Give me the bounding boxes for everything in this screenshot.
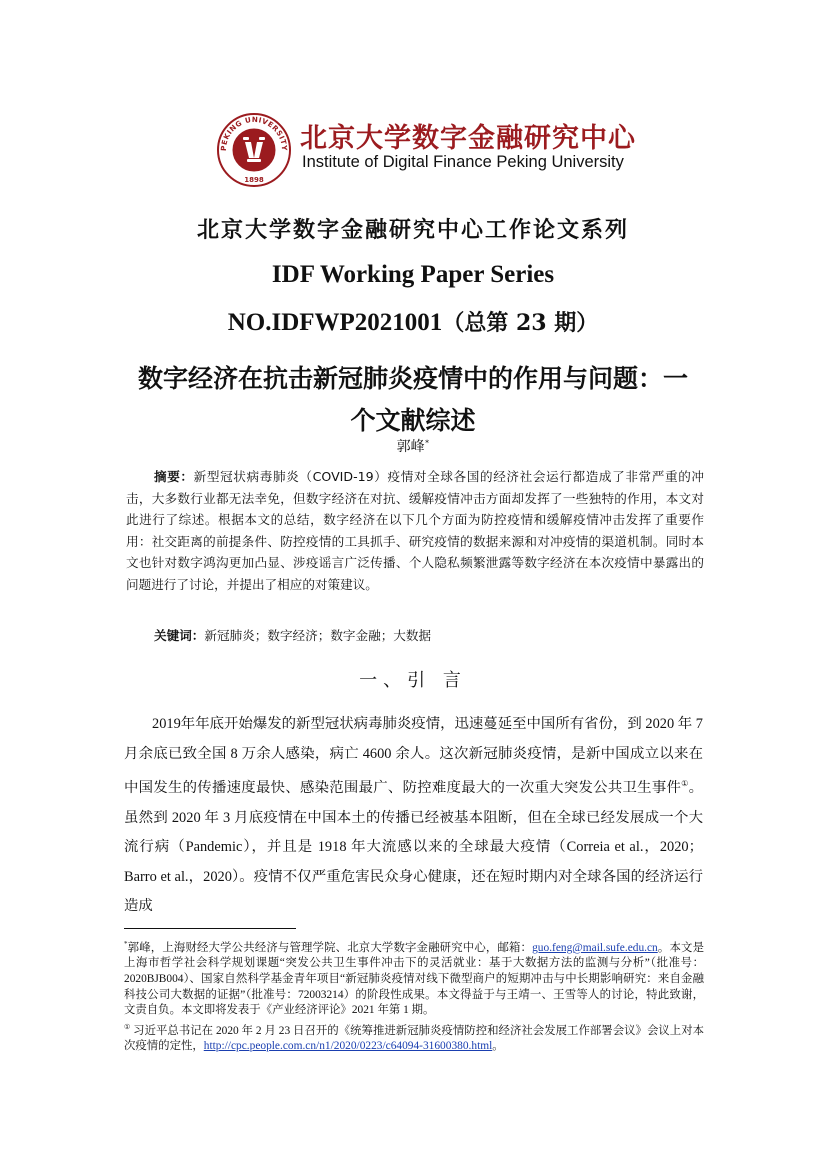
peking-university-seal-icon <box>216 112 292 188</box>
abstract-text: 新型冠状病毒肺炎（COVID-19）疫情对全球各国的经济社会运行都造成了非常严重的冲击，大多数行业都无法幸免，但数字经济在对抗、缓解疫情冲击方面却发挥了一些独特的作用，本文对此进行了综述。根据本文的总结，数字经济在以下几个方面为防控疫情和缓解疫情冲击发挥了重要作用：社交距离的前提条件、防控疫情的工具抓手、研究疫情的数据来源和对冲疫情的渠道机制。同时本文也针对数字鸿沟更加凸显、涉疫谣言广泛传播、个人隐私频繁泄露等数字经济在本次疫情中暴露出的问题进行了讨论，并提出了相应的对策建议。 <box>126 469 705 592</box>
keywords-text: 新冠肺炎；数字经济；数字金融；大数据 <box>204 628 432 643</box>
body-paragraph <box>124 710 703 922</box>
footnote-author-text-2: 。本文是上海市哲学社会科学规划课题“突发公共卫生事件冲击下的灵活就业：基于大数据方法的监测与分析”（批准号：2020BJB004）、国家自然科学基金青年项目“新冠肺炎疫情对线下微型商户的短期冲击与中长期影响研究：来自金融科技公司大数据的证据”（批准号：72003214）的阶段性成果。本文得益于与王靖一、王雪等人的讨论，特此致谢，文责自负。本文即将发表于《产业经济评论》2021 年第 1 期。 <box>124 941 704 1017</box>
footnote-divider <box>124 928 296 929</box>
footnote-1 <box>124 1020 704 1055</box>
body-text-part-1: 2019年年底开始爆发的新型冠状病毒肺炎疫情，迅速蔓延至中国所有省份，到 2020 年 7 月余底已致全国 8 万余人感染，病亡 4600 余人。这次新冠肺炎疫情，是新中国成立以来在中国发生的传播速度最快、感染范围最广、防控难度最大的一次重大突发公共卫生事件 <box>124 716 703 796</box>
footnote-ref-1[interactable]: ① <box>681 779 689 789</box>
footnote-author <box>124 937 704 1019</box>
svg-text:1898: 1898 <box>244 176 264 184</box>
footnote-1-text-1: 习近平总书记在 2020 年 2 月 23 日召开的《统筹推进新冠肺炎疫情防控和经济社会发展工作部署会议》会议上对本次疫情的定性， <box>124 1024 704 1053</box>
author-footnote-mark: * <box>424 438 430 448</box>
institute-name-en: Institute of Digital Finance Peking University <box>302 153 624 171</box>
author-name: 郭峰 <box>396 439 425 455</box>
institute-name-cn: 北京大学数字金融研究中心 <box>300 123 636 154</box>
paper-title-line-1: 数字经济在抗击新冠肺炎疫情中的作用与问题：一 <box>137 364 688 393</box>
svg-text:PEKING UNIVERSITY: PEKING UNIVERSITY <box>218 114 290 152</box>
footnote-1-mark: ① <box>124 1022 131 1031</box>
body-text <box>124 710 703 922</box>
series-number-code: NO.IDFWP2021001 <box>227 309 443 336</box>
abstract <box>126 466 704 596</box>
footnote-1-text-2: 。 <box>492 1040 504 1053</box>
author-email-link[interactable]: guo.feng@mail.sufe.edu.cn <box>532 941 658 954</box>
section-heading: 一、引 言 <box>359 670 467 691</box>
footnote-author-text-1: 郭峰，上海财经大学公共经济与管理学院、北京大学数字金融研究中心，邮箱： <box>127 941 533 954</box>
series-title-cn: 北京大学数字金融研究中心工作论文系列 <box>196 217 629 243</box>
abstract-label: 摘要： <box>154 469 194 484</box>
keywords-label: 关键词： <box>154 628 205 643</box>
series-number-issue: （总第 23 期） <box>442 310 599 336</box>
paper-title-line-2: 个文献综述 <box>350 406 476 435</box>
series-number <box>0 306 826 337</box>
footnotes <box>124 937 704 1056</box>
institute-logo <box>216 112 636 188</box>
footnote-author-mark: * <box>124 940 128 948</box>
footnote-1-link[interactable]: http://cpc.people.com.cn/n1/2020/0223/c64094-31600380.html <box>203 1040 493 1053</box>
body-text-part-2: 。虽然到 2020 年 3 月底疫情在中国本土的传播已经被基本阻断，但在全球已经发展成一个大流行病（Pandemic），并且是 1918 年大流感以来的全球最大疫情（Correia et al.，2020；Barro et al.，2020）。疫情不仅严重危害民众身心健康，还在短时期内对全球各国的经济运行造成 <box>124 779 703 915</box>
series-title-en: IDF Working Paper Series <box>271 261 555 288</box>
keywords <box>154 625 694 644</box>
author <box>0 436 826 456</box>
